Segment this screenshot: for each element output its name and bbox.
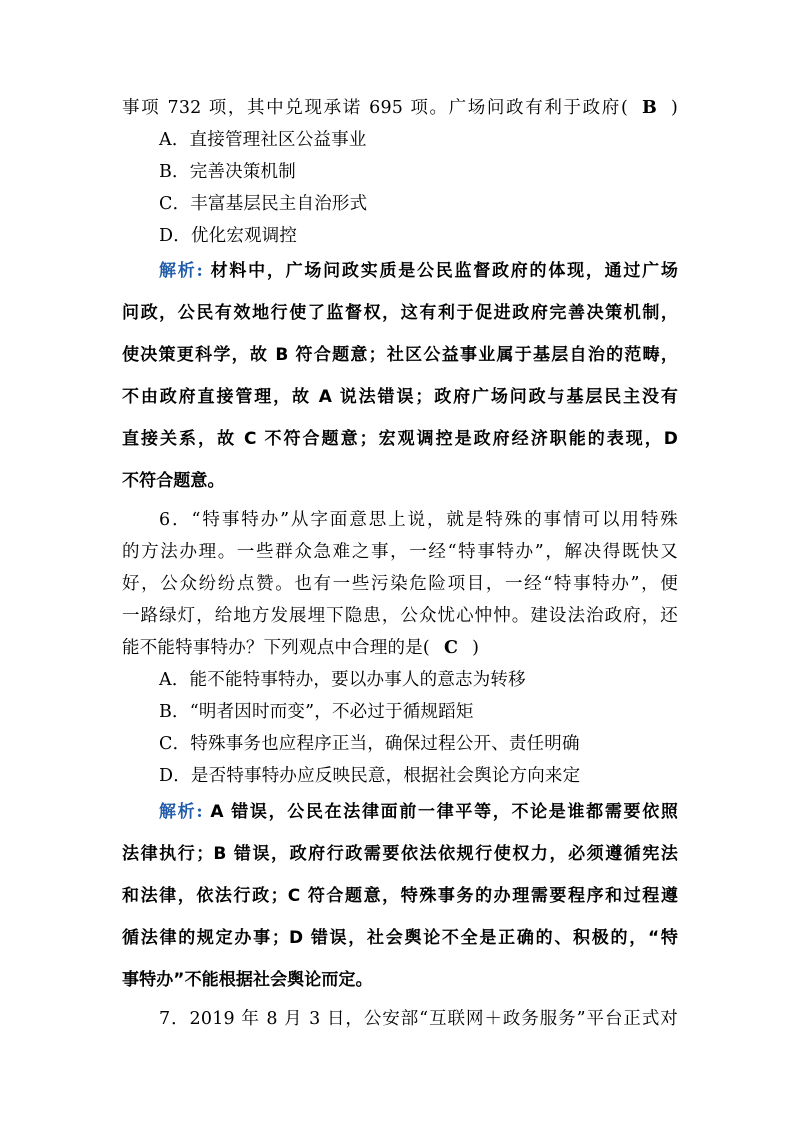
q6-analysis-line-3: 和法律，依法行政；C 符合题意，特殊事务的办理需要程序和过程遵 bbox=[122, 886, 678, 906]
q6-stem-line-5 bbox=[122, 637, 678, 659]
q6-stem-line-4: 一路绿灯，给地方发展埋下隐患，公众忧心忡忡。建设法治政府，还 bbox=[122, 606, 678, 626]
q6-option-c: C．特殊事务也应程序正当，确保过程公开、责任明确 bbox=[159, 734, 580, 754]
q6-analysis-text-1: A 错误，公民在法律面前一律平等，不论是谁都需要依照 bbox=[210, 802, 678, 822]
q5-stem-text: 事项 732 项，其中兑现承诺 695 项。广场问政有利于政府( bbox=[122, 98, 628, 118]
q6-stem-line-3: 好，公众纷纷点赞。也有一些污染危险项目，一经“特事特办”，便 bbox=[122, 574, 678, 594]
q5-answer: B bbox=[641, 98, 657, 118]
q5-analysis-line-2: 问政，公民有效地行使了监督权，这有利于促进政府完善决策机制， bbox=[122, 303, 678, 323]
q5-stem-close: ) bbox=[670, 98, 678, 118]
q5-option-c: C．丰富基层民主自治形式 bbox=[159, 194, 368, 214]
q5-analysis-line-3: 使决策更科学，故 B 符合题意；社区公益事业属于基层自治的范畴， bbox=[122, 345, 678, 365]
q6-analysis-label: 解析: bbox=[159, 802, 203, 822]
q5-analysis-line-5: 直接关系，故 C 不符合题意；宏观调控是政府经济职能的表现，D bbox=[122, 429, 678, 449]
q6-stem-line-1: 6．“特事特办”从字面意思上说，就是特殊的事情可以用特殊 bbox=[159, 510, 678, 530]
q5-option-d: D．优化宏观调控 bbox=[159, 226, 298, 246]
q6-stem-close: ) bbox=[472, 638, 480, 658]
q6-stem-text: 能不能特事特办？下列观点中合理的是( bbox=[122, 638, 430, 658]
q5-option-b: B．完善决策机制 bbox=[159, 162, 296, 182]
q5-analysis-text-1: 材料中，广场问政实质是公民监督政府的体现，通过广场 bbox=[210, 261, 678, 281]
q5-analysis-label: 解析: bbox=[159, 261, 203, 281]
q5-analysis-line-1 bbox=[159, 260, 678, 282]
q6-answer: C bbox=[443, 638, 459, 658]
q6-analysis-line-2: 法律执行；B 错误，政府行政需要依法依规行使权力，必须遵循宪法 bbox=[122, 844, 678, 864]
q5-option-a: A．直接管理社区公益事业 bbox=[159, 130, 367, 150]
q5-stem-tail bbox=[122, 97, 678, 119]
q6-option-d: D．是否特事特办应反映民意，根据社会舆论方向来定 bbox=[159, 766, 581, 786]
q6-analysis-line-5: 事特办”不能根据社会舆论而定。 bbox=[122, 970, 373, 990]
q6-analysis-line-1 bbox=[159, 801, 678, 823]
q6-analysis-line-4: 循法律的规定办事；D 错误，社会舆论不全是正确的、积极的，“特 bbox=[122, 928, 678, 948]
q5-analysis-line-4: 不由政府直接管理，故 A 说法错误；政府广场问政与基层民主没有 bbox=[122, 387, 678, 407]
q6-option-b: B．“明者因时而变”，不必过于循规蹈矩 bbox=[159, 702, 474, 722]
q6-stem-line-2: 的方法办理。一些群众急难之事，一经“特事特办”，解决得既快又 bbox=[122, 542, 678, 562]
q5-analysis-line-6: 不符合题意。 bbox=[122, 471, 225, 491]
q6-option-a: A．能不能特事特办，要以办事人的意志为转移 bbox=[159, 670, 526, 690]
q7-stem-line-1: 7．2019 年 8 月 3 日，公安部“互联网＋政务服务”平台正式对 bbox=[159, 1009, 678, 1029]
